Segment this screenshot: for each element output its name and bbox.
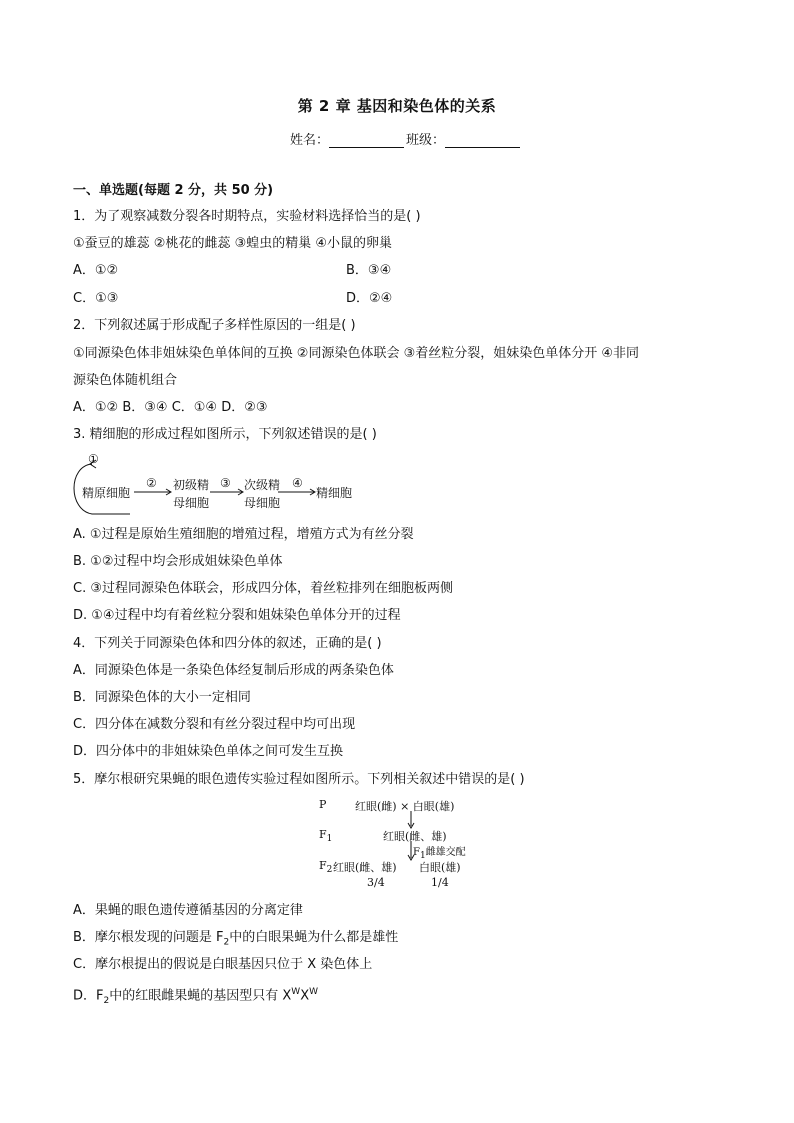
- generation-f2: $F_2$: [319, 859, 333, 876]
- q1-option-b[interactable]: B．③④: [346, 263, 392, 278]
- q4-option-b[interactable]: B．同源染色体的大小一定相同: [73, 690, 251, 705]
- generation-f1: $F_1$: [319, 828, 333, 845]
- q1-option-d[interactable]: D．②④: [346, 291, 393, 306]
- q5-stem: 5．摩尔根研究果蝇的眼色遗传实验过程如图所示。下列相关叙述中错误的是( ): [73, 772, 525, 787]
- class-label: 班级：: [406, 133, 446, 148]
- cell-primary-line2: 母细胞: [173, 496, 210, 510]
- section-heading: 一、单选题(每题 2 分，共 50 分): [73, 183, 274, 198]
- page-title: 第 2 章 基因和染色体的关系: [297, 97, 497, 115]
- q3-option-d[interactable]: D. ①④过程中均有着丝粒分裂和姐妹染色单体分开的过程: [73, 608, 401, 623]
- inheritance-diagram: [315, 796, 485, 891]
- q3-option-c[interactable]: C. ③过程同源染色体联会，形成四分体，着丝粒排列在细胞板两侧: [73, 581, 453, 596]
- q5-option-b[interactable]: B．摩尔根发现的问题是 $F_2$中的白眼果蝇为什么都是雄性: [73, 930, 399, 948]
- step-2-label: ②: [146, 476, 157, 490]
- generation-p: P: [319, 798, 327, 811]
- class-blank[interactable]: [445, 133, 520, 148]
- step-4-label: ④: [292, 476, 303, 490]
- q3-option-b[interactable]: B. ①②过程中均会形成姐妹染色单体: [73, 554, 283, 569]
- q1-option-c[interactable]: C．①③: [73, 291, 119, 306]
- p-cross: 红眼(雌) × 白眼(雄): [355, 800, 455, 813]
- q1-stem: 1．为了观察减数分裂各时期特点，实验材料选择恰当的是( ): [73, 209, 421, 224]
- f2-red-eye: 红眼(雌、雄): [333, 861, 397, 874]
- f1-phenotype: 红眼(雌、雄): [383, 830, 447, 843]
- q5-option-a[interactable]: A．果蝇的眼色遗传遵循基因的分离定律: [73, 903, 303, 918]
- student-info-line: [290, 129, 522, 148]
- spermatogenesis-diagram: [70, 452, 370, 522]
- f2-white-eye: 白眼(雄): [419, 861, 461, 874]
- q5-option-c[interactable]: C．摩尔根提出的假说是白眼基因只位于 X 染色体上: [73, 957, 373, 972]
- q2-options[interactable]: A．①② B．③④ C．①④ D．②③: [73, 400, 268, 415]
- q4-option-d[interactable]: D．四分体中的非姐妹染色单体之间可发生互换: [73, 744, 344, 759]
- step-1-label: ①: [88, 452, 99, 466]
- name-blank[interactable]: [329, 133, 404, 148]
- q4-option-a[interactable]: A．同源染色体是一条染色体经复制后形成的两条染色体: [73, 663, 394, 678]
- f1-mating: $F_1$雌雄交配: [413, 847, 466, 861]
- q1-option-a[interactable]: A．①②: [73, 263, 119, 278]
- cell-sperm: 精细胞: [316, 486, 353, 500]
- q2-items-line2: 源染色体随机组合: [73, 373, 178, 388]
- cell-secondary-line2: 母细胞: [244, 496, 281, 510]
- step-3-label: ③: [220, 476, 231, 490]
- q5-option-d[interactable]: D．$F_2$中的红眼雌果蝇的基因型只有 $X^WX^W$: [73, 987, 318, 1006]
- q4-stem: 4．下列关于同源染色体和四分体的叙述，正确的是( ): [73, 636, 382, 651]
- q2-items-line1: ①同源染色体非姐妹染色单体间的互换 ②同源染色体联会 ③着丝粒分裂，姐妹染色单体分开 ④非同: [73, 346, 640, 361]
- q3-option-a[interactable]: A. ①过程是原始生殖细胞的增殖过程，增殖方式为有丝分裂: [73, 527, 414, 542]
- f2-ratio-white: 1/4: [431, 876, 449, 889]
- cell-primary-line1: 初级精: [173, 478, 210, 492]
- name-label: 姓名：: [290, 133, 330, 148]
- q3-stem: 3. 精细胞的形成过程如图所示，下列叙述错误的是( ): [73, 427, 377, 442]
- q1-items: ①蚕豆的雄蕊 ②桃花的雌蕊 ③蝗虫的精巢 ④小鼠的卵巢: [73, 236, 393, 251]
- f2-ratio-red: 3/4: [367, 876, 385, 889]
- q2-stem: 2．下列叙述属于形成配子多样性原因的一组是( ): [73, 318, 356, 333]
- cell-secondary-line1: 次级精: [244, 478, 281, 492]
- cell-spermatogonium: 精原细胞: [82, 486, 131, 500]
- q4-option-c[interactable]: C．四分体在减数分裂和有丝分裂过程中均可出现: [73, 717, 356, 732]
